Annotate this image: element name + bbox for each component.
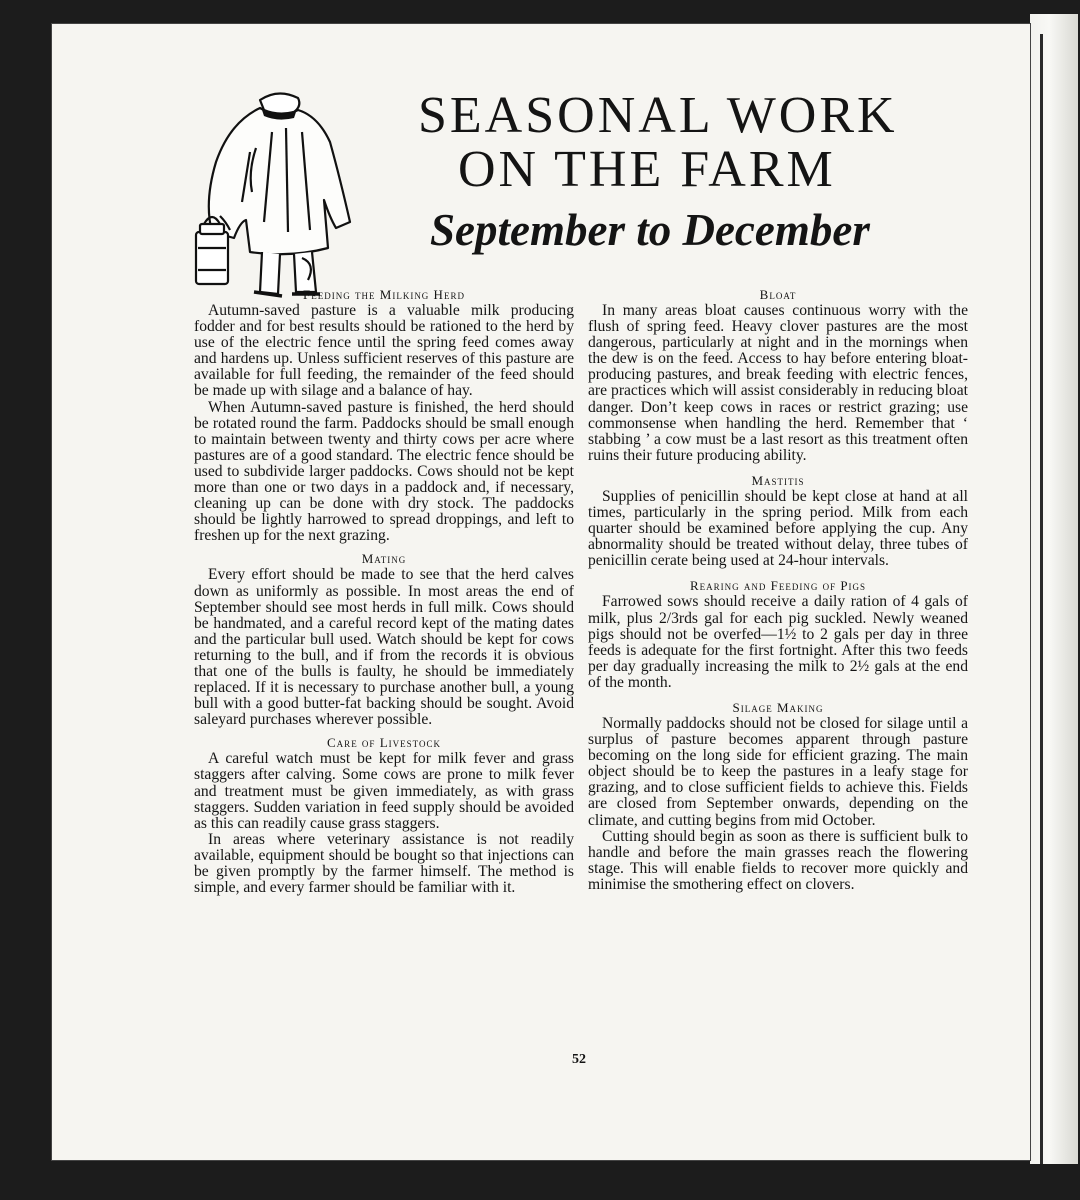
paragraph: Cutting should begin as soon as there is sufficient bulk to handle and before the main grasses reach the flowering stage. This will enable fields to recover more quickly and minimise the smothering effect on clovers. [588,827,968,893]
paragraph: Normally paddocks should not be closed for silage until a surplus of pasture becomes apparent through pasture becoming on the long side for efficient grazing. The main object should be to keep the pastures in a leafy stage for grazing, and to close sufficient fields to achieve this. Fields are closed from September onwards, depending on the climate, and cutting begins from mid October. [588,714,968,829]
right-column [588,286,968,893]
farmer-illustration [190,82,380,302]
section-heading-rearing-feeding-pigs: Rearing and Feeding of Pigs [689,578,867,594]
section-heading-mastitis: Mastitis [751,472,805,488]
page-number: 52 [572,1052,586,1067]
section-heading-feeding-milking-herd: Feeding the Milking Herd [303,287,465,302]
paragraph: A careful watch must be kept for milk fever and grass staggers after calving. Some cows are prone to milk fever and treatment must be given immediately, as with grass staggers. Sudden variation in feed supply should be avoided as this can readily cause grass staggers. [194,750,574,832]
paragraph: When Autumn-saved pasture is finished, the herd should be rotated round the farm. Paddocks should be small enough to maintain between twenty and thirty cows per acre where pastures are of a good standard. The electric fence should be used to subdivide larger paddocks. Cows should not be kept more than one or two days in a paddock and, if necessary, cleaning up can be done with dry stock. The paddocks should be lightly harrowed to spread droppings, and left to freshen up for the next grazing. [194,398,574,545]
left-column [194,286,574,896]
paragraph: In many areas bloat causes continuous worry with the flush of spring feed. Heavy clover pastures are the most dangerous, particularly at night and in the mornings when the dew is on the feed. Access to hay before entering bloat-producing pastures, and break feeding with electric fences, are practices which will assist considerably in reducing bloat danger. Don’t keep cows in races or restrict grazing; use commonsense when handling the herd. Remember that ‘ stabbing ’ a cow must be a last resort as this treatment often ruins their future producing ability. [588,302,968,464]
paragraph: Supplies of penicillin should be kept close at hand at all times, particularly in the spring period. Milk from each quarter should be examined before applying the cup. Any abnormality should be treated without delay, three tubes of penicillin cerate being used at 24-hour intervals. [588,487,968,570]
document-page [52,24,1030,1160]
article-header [52,24,1030,284]
paragraph: In areas where veterinary assistance is not readily available, equipment should be bought so that injections can be given promptly by the farmer himself. The method is simple, and every farmer should be familiar with it. [194,830,574,897]
section-heading-bloat: Bloat [759,287,797,302]
section-heading-mating: Mating [361,551,407,567]
title-line-1: SEASONAL WORK [418,87,898,144]
paragraph: Every effort should be made to see that the herd calves down as uniformly as possible. In most areas the end of September should see most herds in full milk. Cows should be handmated, and a careful record kept of the mating dates and the particular bull used. Watch should be kept for cows returning to the bull, and if from the records it is obvious that one of the bulls is faulty, he should be immediately replaced. If it is necessary to purchase another bull, a young bull with a good butter-fat backing should be sought. Avoid saleyard purchases wherever possible. [194,566,574,729]
page-binding-edge [1030,14,1078,1164]
title-line-2: ON THE FARM [458,141,836,198]
paragraph: Farrowed sows should receive a daily ration of 4 gals of milk, plus 2/3rds gal for each pig suckled. Newly weaned pigs should not be overfed—1½ to 2 gals per day in three feeds is adequate for the first fortnight. After this two feeds per day gradually increasing the milk to 2½ gals at the end of the month. [588,593,968,691]
section-heading-silage-making: Silage Making [732,699,824,715]
section-heading-care-of-livestock: Care of Livestock [327,735,441,751]
subtitle: September to December [430,205,870,255]
paragraph: Autumn-saved pasture is a valuable milk producing fodder and for best results should be rationed to the herd by use of the electric fence until the spring feed comes away and hardens up. Unless sufficient reserves of this pasture are available for full feeding, the remainder of the feed should be made up with silage and a balance of hay. [194,302,574,400]
binding-line [1040,34,1043,1164]
